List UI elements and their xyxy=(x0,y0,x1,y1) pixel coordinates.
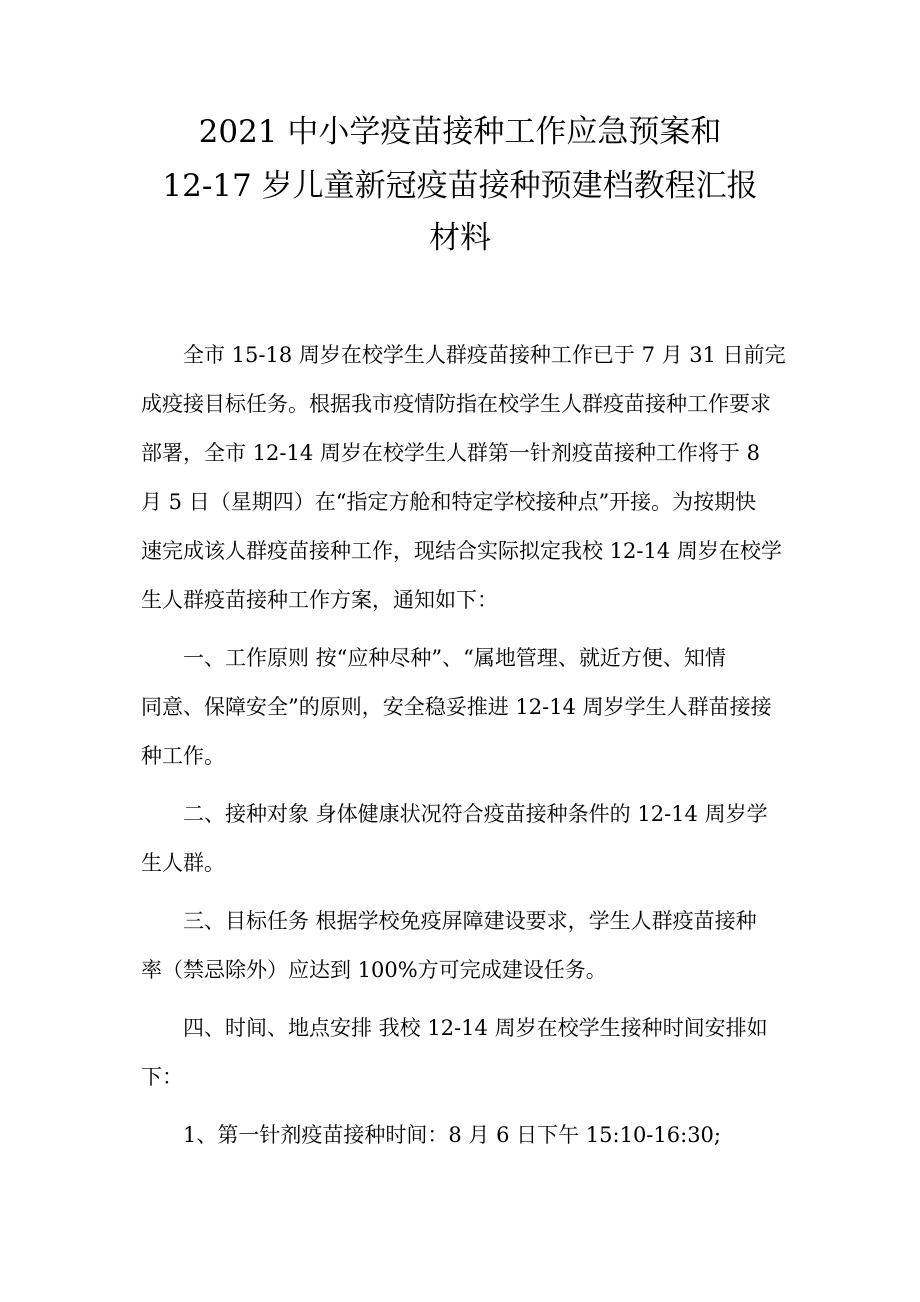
paragraph-line: 月 5 日（星期四）在“指定方舱和特定学校接种点”开接。为按期快 xyxy=(141,490,757,514)
paragraph-line: 生人群。 xyxy=(141,851,225,875)
paragraph-line: 同意、保障安全”的原则，安全稳妥推进 12-14 周岁学生人群苗接接 xyxy=(141,695,772,719)
paragraph-line: 生人群疫苗接种工作方案，通知如下： xyxy=(141,588,498,612)
paragraph-line: 四、时间、地点安排 我校 12-14 周岁在校学生接种时间安排如 xyxy=(183,1016,768,1040)
paragraph-line: 速完成该人群疫苗接种工作，现结合实际拟定我校 12-14 周岁在校学 xyxy=(141,539,782,563)
document-title-line-3: 材料 xyxy=(429,220,491,256)
document-title-line-2: 12-17 岁儿童新冠疫苗接种预建档教程汇报 xyxy=(162,168,758,204)
paragraph-line: 二、接种对象 身体健康状况符合疫苗接种条件的 12-14 周岁学 xyxy=(183,802,768,826)
paragraph-line: 种工作。 xyxy=(141,744,225,768)
paragraph-line: 成疫接目标任务。根据我市疫情防指在校学生人群疫苗接种工作要求 xyxy=(141,392,771,416)
paragraph-line: 部署，全市 12-14 周岁在校学生人群第一针剂疫苗接种工作将于 8 xyxy=(141,441,760,465)
paragraph-line: 一、工作原则 按“应种尽种”、“属地管理、就近方便、知情 xyxy=(183,646,726,670)
paragraph-line: 率（禁忌除外）应达到 100%方可完成建设任务。 xyxy=(141,958,607,982)
document-title-line-1: 2021 中小学疫苗接种工作应急预案和 xyxy=(198,114,722,150)
paragraph-line: 全市 15-18 周岁在校学生人群疫苗接种工作已于 7 月 31 日前完 xyxy=(183,343,786,367)
paragraph-line: 1、第一针剂疫苗接种时间：8 月 6 日下午 15:10-16:30; xyxy=(183,1123,721,1147)
paragraph-line: 下： xyxy=(141,1065,183,1089)
paragraph-line: 三、目标任务 根据学校免疫屏障建设要求，学生人群疫苗接种 xyxy=(183,909,757,933)
